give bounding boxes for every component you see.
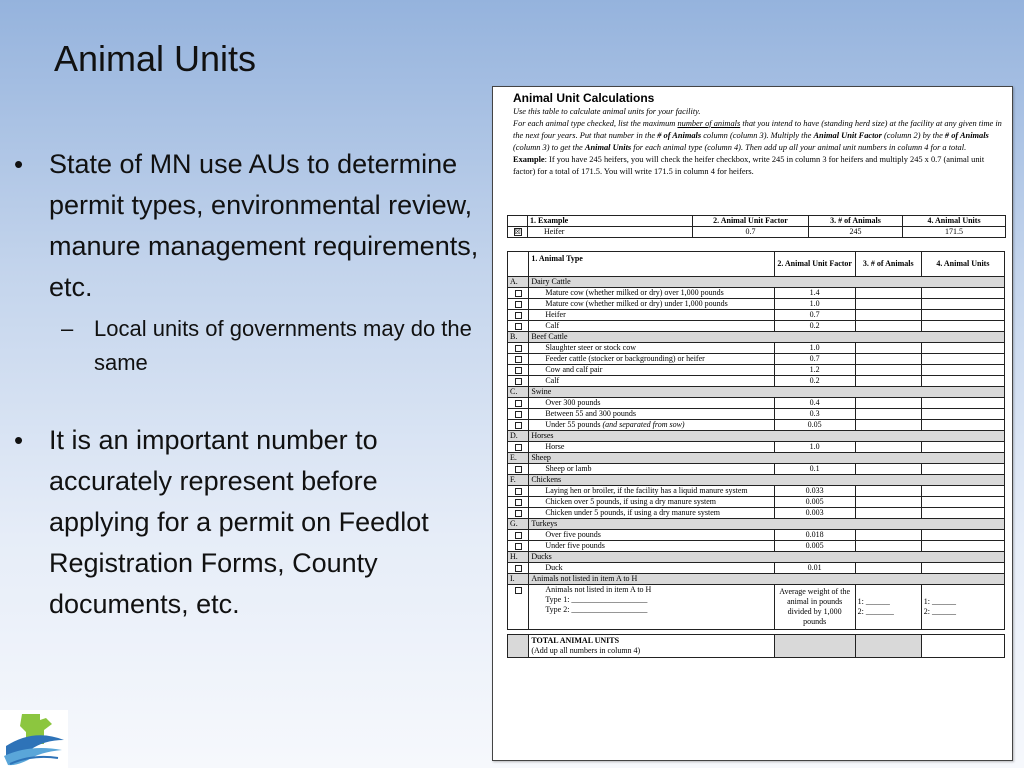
animals-input[interactable]: [855, 409, 921, 420]
section-letter: F.: [508, 475, 529, 486]
animal-type-label: Heifer: [529, 310, 774, 321]
checkbox[interactable]: [515, 312, 522, 319]
bullet-list: [14, 144, 484, 625]
units-input[interactable]: [921, 321, 1004, 332]
section-letter: E.: [508, 453, 529, 464]
unit-factor: 0.3: [774, 409, 855, 420]
animal-type-label: Chicken under 5 pounds, if using a dry manure system: [529, 508, 774, 519]
section-row: [508, 552, 1005, 563]
table-row: [508, 541, 1005, 552]
table-row: [508, 420, 1005, 431]
unit-factor: 0.2: [774, 321, 855, 332]
section-row: [508, 574, 1005, 585]
animal-type-label: Under five pounds: [529, 541, 774, 552]
sub-bullet-item: [49, 312, 484, 380]
unit-factor: 1.0: [774, 442, 855, 453]
slide-title: Animal Units: [54, 38, 257, 79]
checkbox[interactable]: [515, 290, 522, 297]
column-header: 1. Animal Type: [529, 252, 774, 277]
total-units-input[interactable]: [921, 635, 1004, 658]
other-title: Animals not listed in item A to H: [545, 585, 652, 594]
units-input[interactable]: [921, 442, 1004, 453]
section-row: [508, 475, 1005, 486]
checkbox[interactable]: [515, 422, 522, 429]
units-input[interactable]: [921, 464, 1004, 475]
animal-units-table: [507, 251, 1005, 658]
unit-factor: 1.4: [774, 288, 855, 299]
table-row: [508, 288, 1005, 299]
units-input[interactable]: [921, 365, 1004, 376]
units-input[interactable]: [921, 343, 1004, 354]
form-example-text: Example: If you have 245 heifers, you will check the heifer checkbox, write 245 in column 3 for heifers and multiply 245 x 0.7 (animal unit factor) for a total of 171.5. You will write 171.5 in column 4 for heifers.: [513, 155, 985, 177]
section-name: Animals not listed in item A to H: [529, 574, 1005, 585]
column-header: 3. # of Animals: [855, 252, 921, 277]
table-row: [508, 299, 1005, 310]
animals-input[interactable]: [855, 486, 921, 497]
table-row: [508, 530, 1005, 541]
section-letter: D.: [508, 431, 529, 442]
checkbox[interactable]: [515, 510, 522, 517]
animal-type-label: Mature cow (whether milked or dry) over 1,000 pounds: [529, 288, 774, 299]
animal-type-label: Chicken over 5 pounds, if using a dry manure system: [529, 497, 774, 508]
section-name: Beef Cattle: [529, 332, 1005, 343]
bullet-item: [14, 420, 484, 625]
form-intro: Use this table to calculate animal units for your facility.: [513, 107, 701, 116]
sub-bullet-dash: –: [61, 316, 74, 341]
table-row: [508, 508, 1005, 519]
total-row: [508, 635, 1005, 658]
checkbox[interactable]: [515, 532, 522, 539]
units-input[interactable]: [921, 398, 1004, 409]
example-cell: 245: [809, 227, 903, 238]
animals-input[interactable]: [855, 530, 921, 541]
units-input[interactable]: [921, 376, 1004, 387]
checkbox[interactable]: [515, 400, 522, 407]
form-steps: For each animal type checked, list the maximum number of animals that you intend to have (standing herd size) at the facility at any given time in the next four years. Put that number in the # of Animals column (column 3). Multiply the Animal Unit Factor (column 2) by the # of Animals (column 3) to get the Animal Units for each animal type (column 4). Then add up all your animal unit numbers in column 4 for a total.: [513, 119, 1002, 153]
animal-type-label: Between 55 and 300 pounds: [529, 409, 774, 420]
section-name: Horses: [529, 431, 1005, 442]
bullet-dot: •: [14, 425, 24, 455]
sub-bullet-text: Local units of governments may do the same: [94, 316, 472, 375]
section-row: [508, 387, 1005, 398]
animals-input[interactable]: [855, 299, 921, 310]
animals-input[interactable]: [855, 365, 921, 376]
unit-factor: 0.7: [774, 310, 855, 321]
unit-factor: 0.2: [774, 376, 855, 387]
column-header: 4. Animal Units: [921, 252, 1004, 277]
minnesota-logo-icon: [0, 710, 68, 768]
animals-input[interactable]: [855, 497, 921, 508]
example-header: 1. Example: [528, 216, 693, 227]
units-input[interactable]: [921, 497, 1004, 508]
section-letter: B.: [508, 332, 529, 343]
table-row: [508, 343, 1005, 354]
checkbox[interactable]: [515, 367, 522, 374]
animal-unit-form: [492, 86, 1013, 761]
unit-factor: 0.01: [774, 563, 855, 574]
section-name: Chickens: [529, 475, 1005, 486]
section-letter: G.: [508, 519, 529, 530]
section-letter: I.: [508, 574, 529, 585]
unit-factor: 0.005: [774, 541, 855, 552]
section-row: [508, 431, 1005, 442]
section-name: Turkeys: [529, 519, 1005, 530]
factor-note: Average weight of the animal in pounds divided by 1,000 pounds: [774, 585, 855, 630]
form-title: Animal Unit Calculations: [513, 91, 655, 105]
checkbox[interactable]: [515, 301, 522, 308]
table-row: [508, 365, 1005, 376]
checkbox[interactable]: [515, 444, 522, 451]
units-input[interactable]: [921, 310, 1004, 321]
animals-input[interactable]: [855, 464, 921, 475]
table-row: [508, 464, 1005, 475]
section-row: [508, 519, 1005, 530]
unit-factor: 1.0: [774, 299, 855, 310]
section-row: [508, 453, 1005, 464]
units-input[interactable]: [921, 299, 1004, 310]
checkbox[interactable]: [515, 411, 522, 418]
other-animals-row: [508, 585, 1005, 630]
table-row: [508, 376, 1005, 387]
unit-factor: 1.2: [774, 365, 855, 376]
unit-factor: 1.0: [774, 343, 855, 354]
example-header: 3. # of Animals: [809, 216, 903, 227]
bullet-text: It is an important number to accurately represent before applying for a permit on Feedlot Registration Forms, County documents, etc.: [49, 425, 429, 619]
animal-type-label: Slaughter steer or stock cow: [529, 343, 774, 354]
animals-input[interactable]: [855, 321, 921, 332]
animal-type-label: Duck: [529, 563, 774, 574]
section-name: Sheep: [529, 453, 1005, 464]
checkbox[interactable]: [515, 543, 522, 550]
bullet-dot: •: [14, 149, 24, 179]
table-row: [508, 398, 1005, 409]
checkbox[interactable]: [515, 356, 522, 363]
units-input[interactable]: [921, 288, 1004, 299]
animals-input[interactable]: [855, 442, 921, 453]
units-input[interactable]: [921, 530, 1004, 541]
table-row: [508, 354, 1005, 365]
animal-type-label: Over 300 pounds: [529, 398, 774, 409]
table-row: [508, 486, 1005, 497]
example-table: [507, 215, 1006, 238]
animals-input[interactable]: [855, 376, 921, 387]
table-row: [508, 563, 1005, 574]
checkbox[interactable]: [515, 499, 522, 506]
animal-type-label: Feeder cattle (stocker or backgrounding) or heifer: [529, 354, 774, 365]
animals-input[interactable]: [855, 563, 921, 574]
unit-factor: 0.05: [774, 420, 855, 431]
animal-type-label: Cow and calf pair: [529, 365, 774, 376]
checkbox[interactable]: [515, 378, 522, 385]
table-header-row: [508, 252, 1005, 277]
unit-factor: 0.7: [774, 354, 855, 365]
animals-input[interactable]: [855, 354, 921, 365]
example-cell: 171.5: [903, 227, 1006, 238]
checked-box-icon: ☒: [514, 228, 521, 237]
animals-input[interactable]: [855, 310, 921, 321]
checkbox[interactable]: [515, 345, 522, 352]
section-row: [508, 277, 1005, 288]
animal-type-label: Calf: [529, 321, 774, 332]
animal-type-label: Laying hen or broiler, if the facility has a liquid manure system: [529, 486, 774, 497]
animal-type-label: Under 55 pounds (and separated from sow): [529, 420, 774, 431]
section-letter: H.: [508, 552, 529, 563]
section-letter: A.: [508, 277, 529, 288]
animals-input[interactable]: [855, 541, 921, 552]
checkbox[interactable]: [515, 488, 522, 495]
table-row: [508, 442, 1005, 453]
animals-input[interactable]: [855, 420, 921, 431]
units-input[interactable]: [921, 420, 1004, 431]
animal-type-label: Over five pounds: [529, 530, 774, 541]
units-input[interactable]: [921, 508, 1004, 519]
example-cell: Heifer: [528, 227, 693, 238]
units-input[interactable]: [921, 563, 1004, 574]
animal-type-label: Mature cow (whether milked or dry) under 1,000 pounds: [529, 299, 774, 310]
table-row: [508, 310, 1005, 321]
table-row: [508, 497, 1005, 508]
example-cell: 0.7: [693, 227, 809, 238]
unit-factor: 0.005: [774, 497, 855, 508]
animals-input[interactable]: [855, 288, 921, 299]
total-label-cell: TOTAL ANIMAL UNITS (Add up all numbers in column 4): [529, 635, 774, 658]
bullet-text: State of MN use AUs to determine permit types, environmental review, manure management requirements, etc.: [49, 149, 479, 302]
unit-factor: 0.1: [774, 464, 855, 475]
units-input[interactable]: [921, 541, 1004, 552]
section-name: Swine: [529, 387, 1005, 398]
unit-factor: 0.018: [774, 530, 855, 541]
animal-type-label: Sheep or lamb: [529, 464, 774, 475]
units-input[interactable]: [921, 409, 1004, 420]
animals-input[interactable]: [855, 398, 921, 409]
table-row: [508, 321, 1005, 332]
other-type1[interactable]: Type 1: ___________________: [545, 595, 648, 604]
checkbox[interactable]: [515, 466, 522, 473]
table-row: [508, 409, 1005, 420]
section-name: Dairy Cattle: [529, 277, 1005, 288]
example-header: 4. Animal Units: [903, 216, 1006, 227]
section-name: Ducks: [529, 552, 1005, 563]
checkbox[interactable]: [515, 587, 522, 594]
other-units-input[interactable]: 1: ______ 2: ______: [921, 585, 1004, 630]
unit-factor: 0.033: [774, 486, 855, 497]
units-input[interactable]: [921, 354, 1004, 365]
bullet-item: [14, 144, 484, 380]
section-letter: C.: [508, 387, 529, 398]
other-type2[interactable]: Type 2: ___________________: [545, 605, 648, 614]
section-row: [508, 332, 1005, 343]
animal-type-label: Calf: [529, 376, 774, 387]
other-animals-cell: [529, 585, 774, 630]
animal-type-label: Horse: [529, 442, 774, 453]
units-input[interactable]: [921, 486, 1004, 497]
unit-factor: 0.4: [774, 398, 855, 409]
sub-bullet-list: [49, 312, 484, 380]
checkbox[interactable]: [515, 323, 522, 330]
column-header: 2. Animal Unit Factor: [774, 252, 855, 277]
checkbox[interactable]: [515, 565, 522, 572]
animals-input[interactable]: [855, 508, 921, 519]
unit-factor: 0.003: [774, 508, 855, 519]
other-animals-input[interactable]: 1: ______ 2: _______: [855, 585, 921, 630]
animals-input[interactable]: [855, 343, 921, 354]
example-header: 2. Animal Unit Factor: [693, 216, 809, 227]
form-instructions: [513, 106, 1008, 179]
